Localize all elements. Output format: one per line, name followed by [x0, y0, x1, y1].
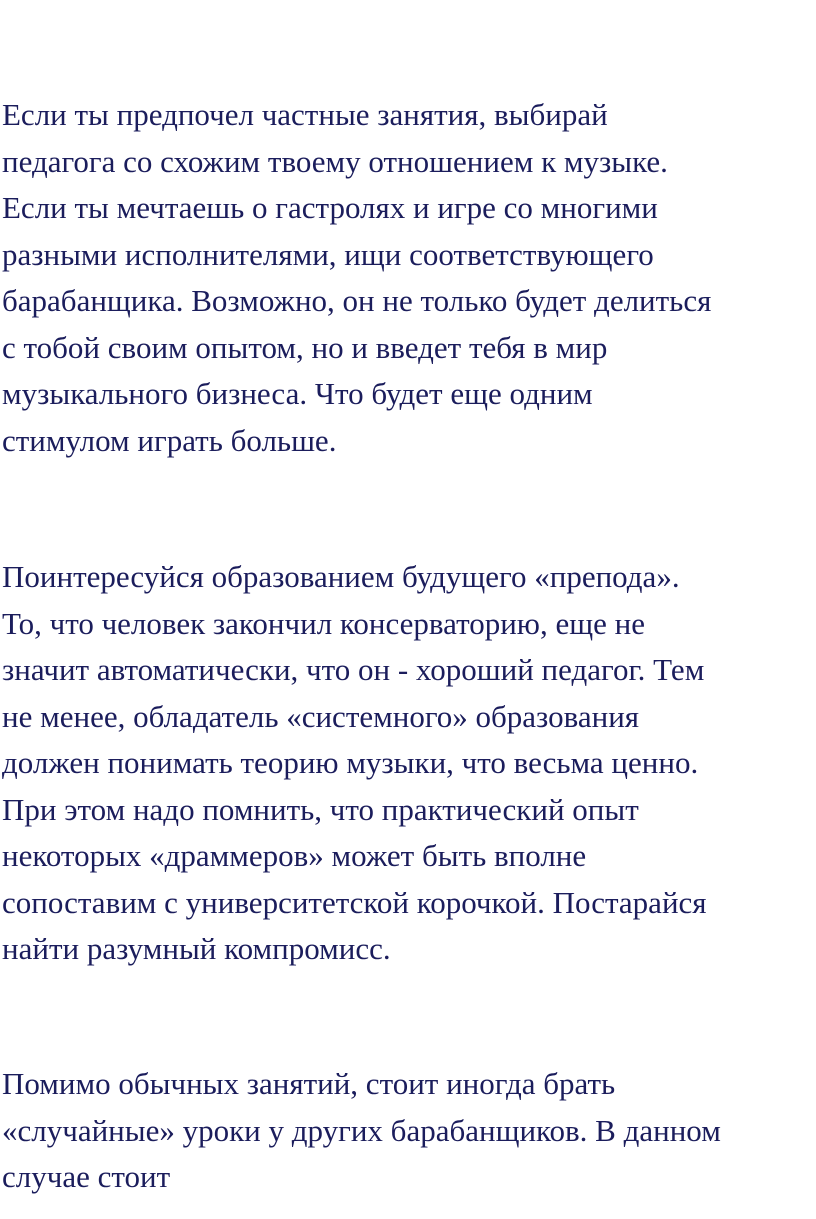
text-line: не менее, обладатель «системного» образования	[2, 698, 640, 734]
paragraph-teacher-education	[2, 554, 814, 973]
text-line: с тобой своим опытом, но и введет тебя в мир	[2, 329, 608, 365]
text-line: некоторых «драммеров» может быть вполне	[2, 838, 587, 873]
text-line: значит автоматически, что он - хороший педагог. Тем	[2, 652, 705, 687]
text-line: «случайные» уроки у других барабанщиков. В данном	[2, 1112, 721, 1148]
text-line: Помимо обычных занятий, стоит иногда брать	[2, 1066, 616, 1101]
text-line: Если ты предпочел частные занятия, выбирай	[2, 97, 608, 132]
text-line: стимулом играть больше.	[2, 422, 337, 458]
text-line: разными исполнителями, ищи соответствующего	[2, 236, 654, 272]
paragraph-random-lessons	[2, 1061, 814, 1201]
text-line: То, что человек закончил консерваторию, еще не	[2, 605, 645, 641]
text-line: найти разумный компромисс.	[2, 931, 391, 966]
text-line: педагога со схожим твоему отношением к музыке.	[2, 143, 668, 179]
text-line: музыкального бизнеса. Что будет еще одним	[2, 376, 593, 411]
text-line: При этом надо помнить, что практический опыт	[2, 791, 639, 827]
text-line: Если ты мечтаешь о гастролях и игре со многими	[2, 190, 658, 225]
text-line: сопоставим с университетской корочкой. Постарайся	[2, 884, 707, 920]
text-line: Поинтересуйся образованием будущего «препода».	[2, 559, 680, 594]
text-line: случае стоит	[2, 1159, 171, 1194]
text-line: должен понимать теорию музыки, что весьма ценно.	[2, 745, 699, 780]
paragraph-private-lessons	[2, 92, 814, 464]
text-line: барабанщика. Возможно, он не только будет делиться	[2, 283, 712, 318]
